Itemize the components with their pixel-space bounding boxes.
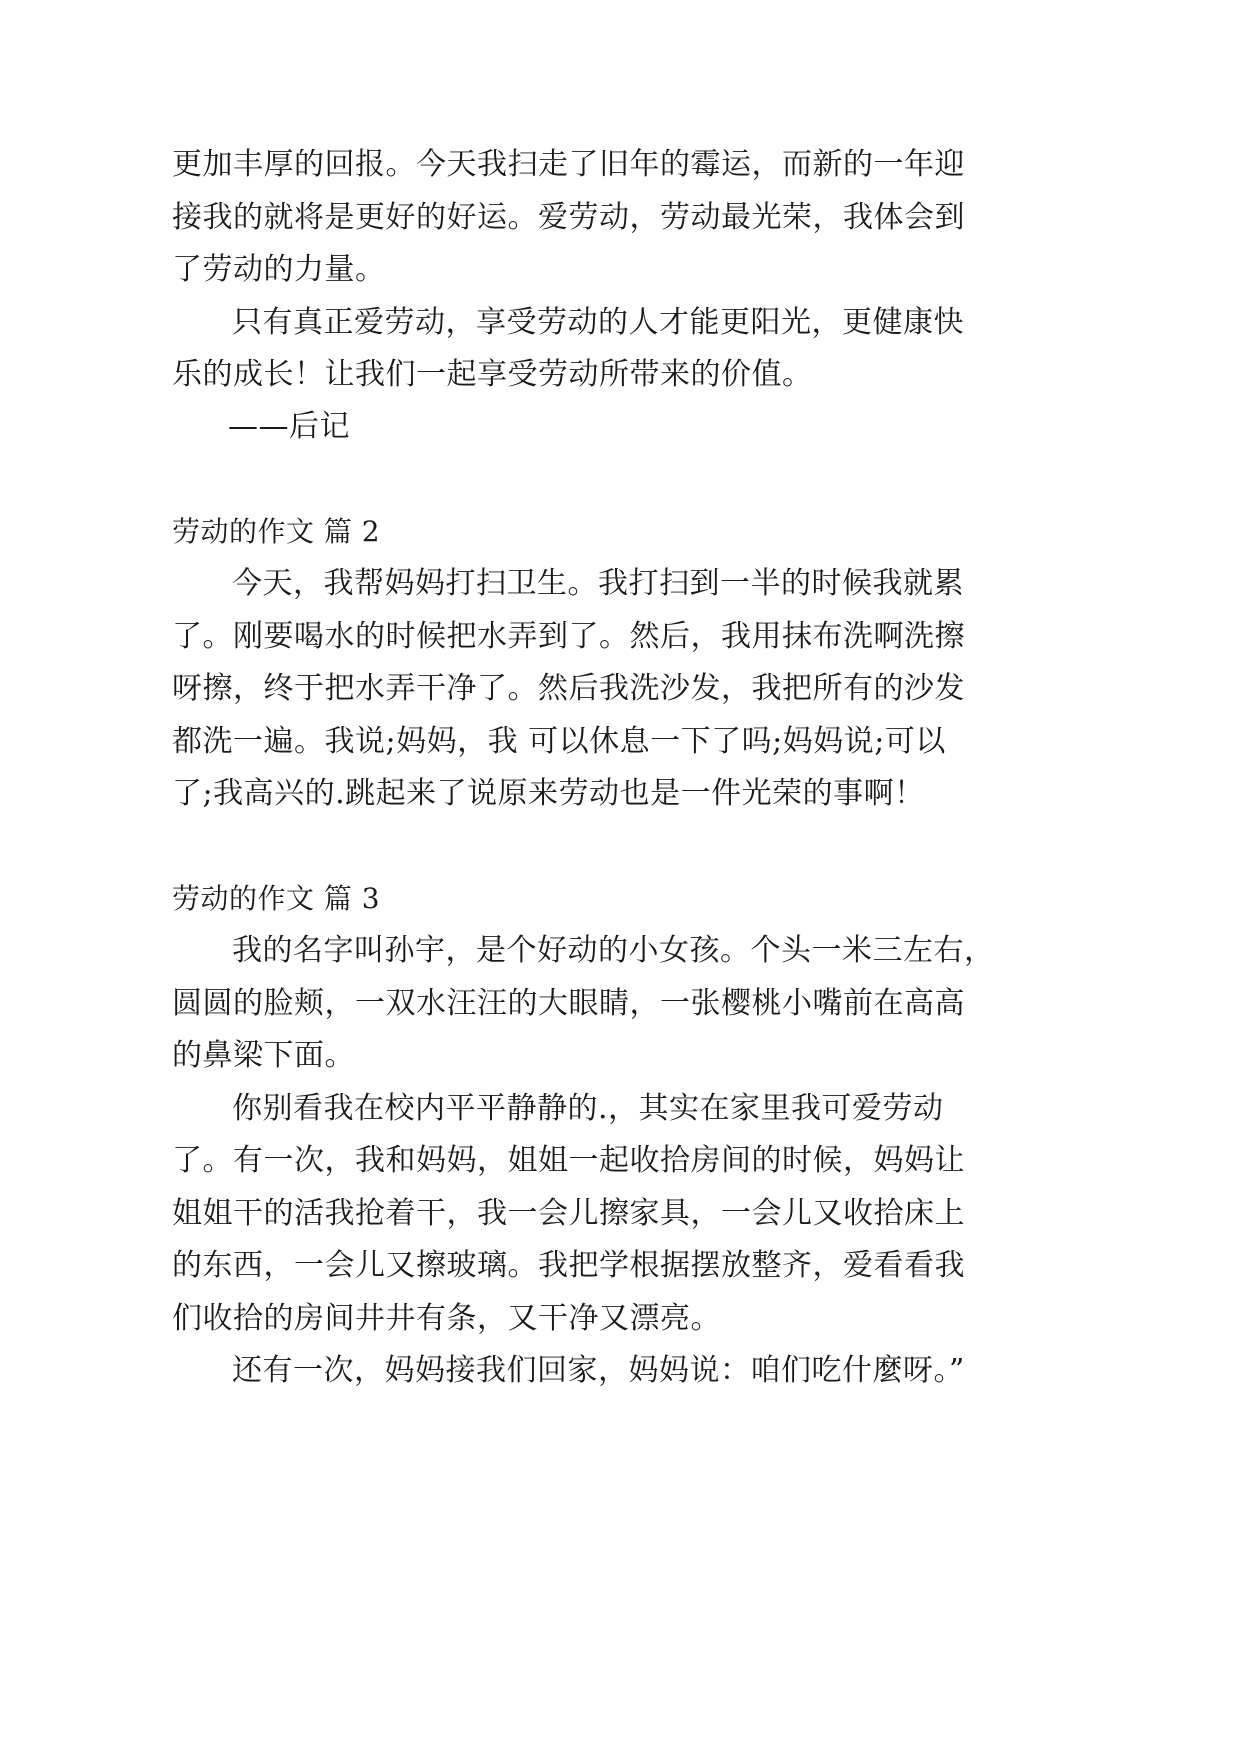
section-title: 劳动的作文 篇 3	[172, 882, 381, 915]
text-line: 都洗一遍。我说;妈妈，我 可以休息一下了吗;妈妈说;可以	[172, 724, 946, 759]
text-line: 接我的就将是更好的好运。爱劳动，劳动最光荣，我体会到	[172, 200, 965, 235]
text-line: 们收拾的房间井井有条，又干净又漂亮。	[172, 1301, 721, 1336]
text-line: 你别看我在校内平平静静的.，其实在家里我可爱劳动	[232, 1091, 944, 1126]
text-line: 只有真正爱劳动，享受劳动的人才能更阳光，更健康快	[232, 305, 964, 340]
text-line: 了。刚要喝水的时候把水弄到了。然后，我用抹布洗啊洗擦	[172, 619, 965, 654]
text-line: 的东西，一会儿又擦玻璃。我把学根据摆放整齐，爱看看我	[172, 1248, 965, 1283]
text-line: 乐的成长！让我们一起享受劳动所带来的价值。	[172, 357, 813, 392]
afterword: ——后记	[228, 409, 350, 444]
text-line: 我的名字叫孙宇，是个好动的小女孩。个头一米三左右，	[232, 933, 995, 968]
text-line: 圆圆的脸颊，一双水汪汪的大眼睛，一张樱桃小嘴前在高高	[172, 986, 965, 1021]
text-line: 更加丰厚的回报。今天我扫走了旧年的霉运，而新的一年迎	[172, 147, 965, 182]
text-line: 今天，我帮妈妈打扫卫生。我打扫到一半的时候我就累	[232, 566, 964, 601]
text-line: 还有一次，妈妈接我们回家，妈妈说：咱们吃什麼呀。”	[232, 1353, 965, 1388]
text-line: 了。有一次，我和妈妈，姐姐一起收拾房间的时候，妈妈让	[172, 1143, 965, 1178]
section-title: 劳动的作文 篇 2	[172, 515, 381, 548]
text-line: 姐姐干的活我抢着干，我一会儿擦家具，一会儿又收拾床上	[172, 1196, 965, 1231]
text-line: 了;我高兴的.跳起来了说原来劳动也是一件光荣的事啊！	[172, 776, 925, 811]
text-line: 呀擦，终于把水弄干净了。然后我洗沙发，我把所有的沙发	[172, 671, 965, 706]
text-line: 的鼻梁下面。	[172, 1038, 355, 1073]
text-line: 了劳动的力量。	[172, 252, 386, 287]
